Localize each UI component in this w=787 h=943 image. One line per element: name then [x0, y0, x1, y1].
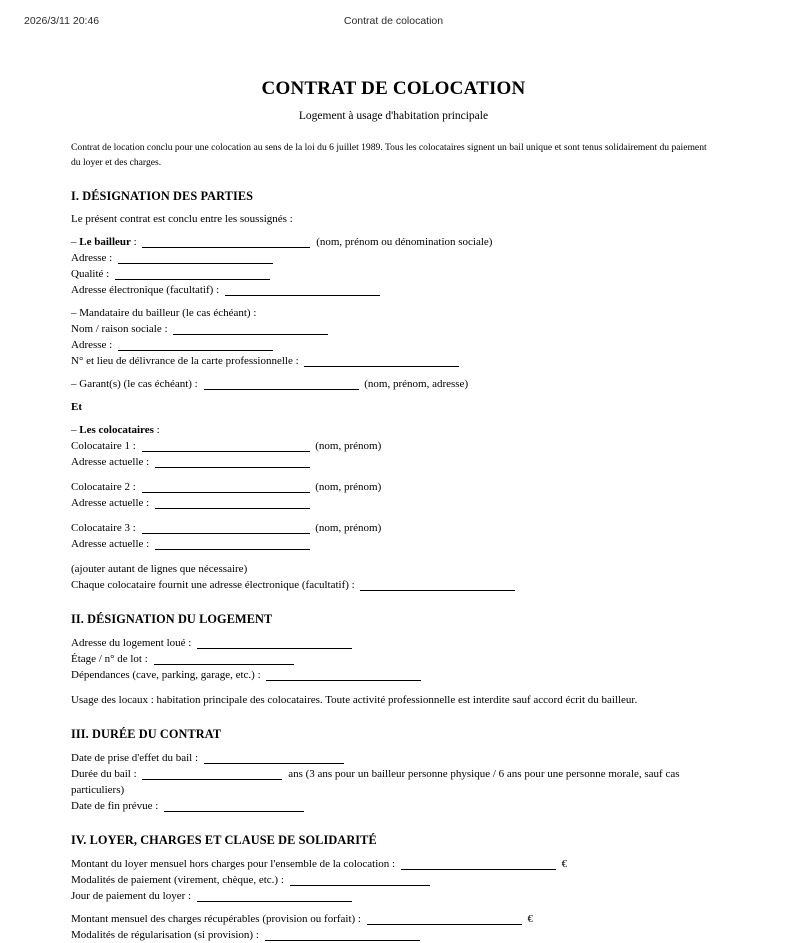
logement-dependances-row: [71, 667, 716, 683]
colocataire-3-name-hint: (nom, prénom): [315, 522, 382, 535]
duree-date-fin-row: [71, 798, 716, 814]
print-header-page-title: Contrat de colocation: [343, 15, 444, 27]
charges-montant-row: [71, 911, 716, 927]
colocataire-1-name-blank[interactable]: [142, 440, 310, 452]
logement-adresse-blank[interactable]: [197, 637, 352, 649]
logement-usage-text: Usage des locaux : habitation principale des colocataires. Toute activité professionnelle est interdite sauf accord écrit du bailleur.: [71, 694, 638, 707]
colocataire-1-name-label: Colocataire 1 :: [71, 440, 136, 453]
bailleur-row: [71, 234, 716, 250]
mandataire-adresse-blank[interactable]: [118, 339, 273, 351]
section-heading-loyer: IV. LOYER, CHARGES ET CLAUSE DE SOLIDARITÉ: [71, 832, 377, 847]
parties-lead-text: Le présent contrat est conclu entre les soussignés :: [71, 213, 293, 226]
charges-currency-symbol: €: [527, 912, 533, 925]
bailleur-adresse-row: [71, 250, 716, 266]
colocataire-2-name-blank[interactable]: [142, 481, 310, 493]
colocataire-2-name-label: Colocataire 2 :: [71, 481, 136, 494]
bailleur-dash: –: [71, 236, 77, 249]
colocataire-2-name-hint: (nom, prénom): [315, 481, 382, 494]
bailleur-qualite-label: Qualité :: [71, 268, 110, 281]
logement-etage-label: Étage / n° de lot :: [71, 653, 148, 666]
section-heading-logement: II. DÉSIGNATION DU LOGEMENT: [71, 612, 273, 627]
section-heading-duree: III. DURÉE DU CONTRAT: [71, 727, 222, 742]
loyer-jour-paiement-blank[interactable]: [197, 890, 352, 902]
mandataire-label: – Mandataire du bailleur (le cas échéant) :: [71, 307, 257, 320]
colocataire-3-name-label: Colocataire 3 :: [71, 522, 136, 535]
document-intro-paragraph: Contrat de location conclu pour une colocation au sens de la loi du 6 juillet 1989. Tous les colocataires signent un bail unique et sont tenus solidairement du paiement du loyer et des charges.: [71, 141, 707, 168]
bailleur-colon: :: [133, 236, 137, 249]
colocataire-name-row: [71, 479, 716, 495]
carte-pro-row: [71, 353, 716, 369]
duree-bail-suffix: ans (3 ans pour un bailleur personne physique / 6 ans pour une personne morale, sauf cas particuliers): [71, 767, 680, 796]
colocataire-3-address-label: Adresse actuelle :: [71, 538, 150, 551]
duree-bail-label: Durée du bail :: [71, 767, 137, 780]
loyer-modalites-paiement-blank[interactable]: [290, 874, 430, 886]
logement-adresse-label: Adresse du logement loué :: [71, 637, 192, 650]
charges-regularisation-label: Modalités de régularisation (si provision) :: [71, 928, 259, 941]
mandataire-adresse-label: Adresse :: [71, 339, 113, 352]
mandataire-nom-label: Nom / raison sociale :: [71, 323, 168, 336]
colocataires-email-label: Chaque colocataire fournit une adresse électronique (facultatif) :: [71, 579, 355, 592]
charges-montant-blank[interactable]: [367, 913, 522, 925]
colocataire-address-row: [71, 536, 716, 552]
bailleur-qualite-blank[interactable]: [115, 268, 270, 280]
print-header-datetime: 2026/3/11 20:46: [24, 15, 100, 27]
loyer-montant-label: Montant du loyer mensuel hors charges pour l'ensemble de la colocation :: [71, 857, 396, 870]
bailleur-hint: (nom, prénom ou dénomination sociale): [316, 236, 493, 249]
colocataire-name-row: [71, 438, 716, 454]
colocataire-address-row: [71, 495, 716, 511]
garant-label: – Garant(s) (le cas échéant) :: [71, 378, 198, 391]
colocataire-1-address-label: Adresse actuelle :: [71, 456, 150, 469]
colocataires-colon: :: [156, 424, 160, 437]
mandataire-nom-blank[interactable]: [173, 323, 328, 335]
loyer-jour-paiement-label: Jour de paiement du loyer :: [71, 889, 192, 902]
charges-regularisation-row: [71, 927, 716, 943]
et-separator: Et: [71, 401, 82, 414]
logement-dependances-label: Dépendances (cave, parking, garage, etc.) :: [71, 669, 261, 682]
mandataire-heading-row: [71, 305, 716, 321]
mandataire-adresse-row: [71, 337, 716, 353]
logement-etage-row: [71, 651, 716, 667]
loyer-jour-paiement-row: [71, 888, 716, 904]
colocataire-3-name-blank[interactable]: [142, 522, 310, 534]
colocataires-dash: –: [71, 424, 77, 437]
logement-adresse-row: [71, 635, 716, 651]
bailleur-adresse-label: Adresse :: [71, 252, 113, 265]
colocataires-heading-row: [71, 422, 716, 438]
document-subtitle: Logement à usage d'habitation principale: [298, 109, 489, 122]
garant-row: [71, 376, 716, 392]
duree-bail-blank[interactable]: [142, 768, 282, 780]
loyer-montant-row: [71, 856, 716, 872]
duree-date-fin-label: Date de fin prévue :: [71, 799, 159, 812]
loyer-currency-symbol: €: [561, 857, 568, 870]
bailleur-qualite-row: [71, 266, 716, 282]
colocataire-1-address-blank[interactable]: [155, 456, 310, 468]
duree-date-effet-blank[interactable]: [204, 752, 344, 764]
carte-pro-label: N° et lieu de délivrance de la carte professionnelle :: [71, 355, 299, 368]
bailleur-name-blank[interactable]: [142, 236, 310, 248]
colocataires-label: Les colocataires: [79, 424, 154, 437]
bailleur-label: Le bailleur: [79, 236, 131, 249]
colocataire-2-address-blank[interactable]: [155, 497, 310, 509]
duree-bail-row: [71, 766, 716, 798]
garant-blank[interactable]: [204, 378, 359, 390]
bailleur-adresse-blank[interactable]: [118, 252, 273, 264]
colocataires-email-row: [71, 577, 716, 593]
loyer-modalites-paiement-row: [71, 872, 716, 888]
ajouter-lignes-note: (ajouter autant de lignes que nécessaire): [71, 563, 248, 576]
document-title: CONTRAT DE COLOCATION: [261, 78, 526, 99]
bailleur-email-blank[interactable]: [225, 284, 380, 296]
garant-hint: (nom, prénom, adresse): [364, 378, 469, 391]
colocataire-2-address-label: Adresse actuelle :: [71, 497, 150, 510]
loyer-modalites-paiement-label: Modalités de paiement (virement, chèque, etc.) :: [71, 873, 284, 886]
mandataire-nom-row: [71, 321, 716, 337]
bailleur-email-row: [71, 282, 716, 298]
logement-etage-blank[interactable]: [154, 653, 294, 665]
loyer-montant-blank[interactable]: [401, 858, 556, 870]
logement-dependances-blank[interactable]: [266, 669, 421, 681]
duree-date-effet-label: Date de prise d'effet du bail :: [71, 751, 199, 764]
bailleur-email-label: Adresse électronique (facultatif) :: [71, 284, 220, 297]
duree-date-effet-row: [71, 750, 716, 766]
charges-montant-label: Montant mensuel des charges récupérables (provision ou forfait) :: [71, 912, 361, 925]
carte-pro-blank[interactable]: [304, 355, 459, 367]
colocataire-1-name-hint: (nom, prénom): [315, 440, 382, 453]
duree-date-fin-blank[interactable]: [164, 800, 304, 812]
colocataires-email-blank[interactable]: [360, 579, 515, 591]
colocataire-name-row: [71, 520, 716, 536]
colocataire-address-row: [71, 454, 716, 470]
charges-regularisation-blank[interactable]: [265, 929, 420, 941]
colocataire-3-address-blank[interactable]: [155, 538, 310, 550]
section-heading-parties: I. DÉSIGNATION DES PARTIES: [71, 188, 254, 203]
